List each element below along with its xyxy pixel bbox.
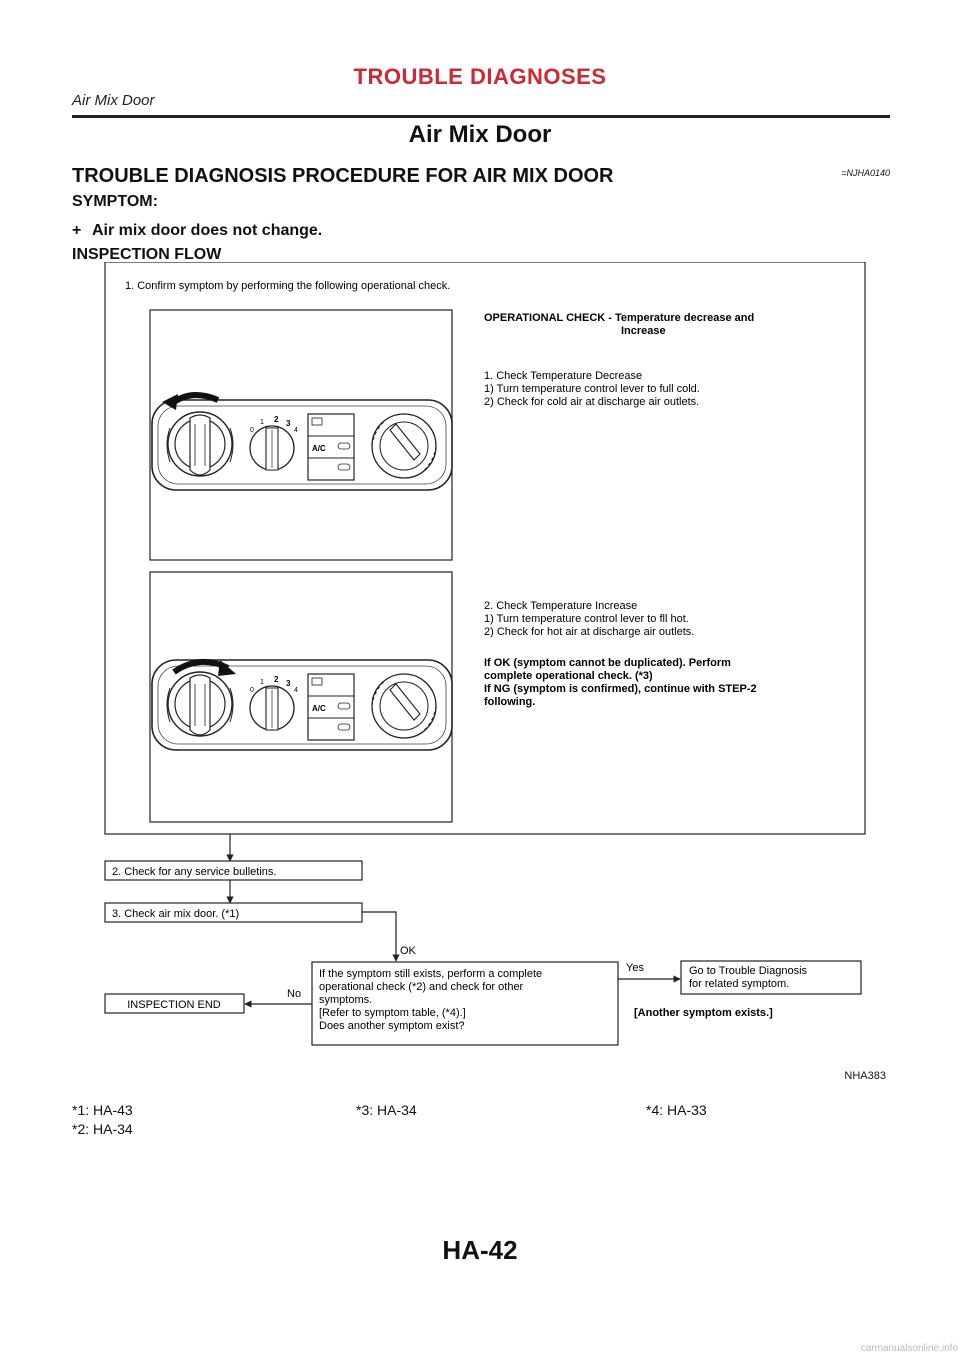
another-symptom-note: [Another symptom exists.] — [634, 1007, 773, 1019]
step3-text: 3. Check air mix door. (*1) — [112, 908, 240, 920]
fan-speed-1: 1 — [260, 419, 264, 426]
goto-line: Go to Trouble Diagnosis — [689, 965, 808, 977]
result-line: complete operational check. (*3) — [484, 670, 653, 682]
inspection-flow-diagram — [104, 262, 874, 1052]
op-check-title-2: Increase — [621, 325, 666, 337]
question-line: Does another symptom exist? — [319, 1020, 465, 1032]
result-line: following. — [484, 696, 536, 708]
control-panel-hot — [152, 660, 452, 750]
reference-1: *1: HA-43 — [72, 1102, 133, 1118]
question-line: [Refer to symptom table, (*4).] — [319, 1007, 466, 1019]
question-line: symptoms. — [319, 994, 373, 1006]
ac-label: A/C — [312, 704, 326, 713]
question-line: operational check (*2) and check for other — [319, 981, 524, 993]
page-number: HA-42 — [442, 1235, 518, 1265]
section-code: =NJHA0140 — [841, 168, 890, 178]
ac-label: A/C — [312, 444, 326, 453]
step1-text: 1. Confirm symptom by performing the following operational check. — [125, 280, 451, 292]
ok-connector — [362, 912, 396, 961]
reference-4: *4: HA-33 — [646, 1102, 707, 1118]
increase-line: 2. Check Temperature Increase — [484, 600, 638, 612]
step2-text: 2. Check for any service bulletins. — [112, 866, 277, 878]
fan-speed-1: 1 — [260, 679, 264, 686]
question-line: If the symptom still exists, perform a complete — [319, 968, 543, 980]
yes-label: Yes — [626, 962, 644, 974]
goto-line: for related symptom. — [689, 978, 790, 990]
fan-speed-4: 4 — [294, 427, 298, 434]
section-title: TROUBLE DIAGNOSIS PROCEDURE FOR AIR MIX DOOR — [72, 165, 614, 187]
watermark: carmanualsonline.info — [860, 1343, 958, 1354]
decrease-line: 2) Check for cold air at discharge air outlets. — [484, 396, 700, 408]
header-divider — [72, 115, 890, 118]
control-panel-cold — [152, 400, 452, 490]
bullet-icon: + — [72, 222, 82, 239]
result-line: If NG (symptom is confirmed), continue with STEP-2 — [484, 683, 757, 695]
end-box-text: INSPECTION END — [127, 999, 221, 1011]
symptom-heading: SYMPTOM: — [72, 193, 158, 210]
reference-2: *2: HA-34 — [72, 1121, 133, 1137]
symptom-item — [72, 222, 322, 240]
fan-speed-0: 0 — [250, 427, 254, 434]
header-subsection: Air Mix Door — [72, 92, 155, 109]
page-title: Air Mix Door — [408, 121, 552, 148]
increase-line: 1) Turn temperature control lever to fll hot. — [484, 613, 689, 625]
fan-speed-0: 0 — [250, 687, 254, 694]
ok-label: OK — [400, 945, 416, 957]
result-line: If OK (symptom cannot be duplicated). Perform — [484, 657, 731, 669]
increase-line: 2) Check for hot air at discharge air outlets. — [484, 626, 695, 638]
symptom-text: Air mix door does not change. — [92, 222, 323, 239]
fan-speed-4: 4 — [294, 687, 298, 694]
fan-speed-3: 3 — [286, 679, 291, 688]
fan-speed-3: 3 — [286, 419, 291, 428]
op-check-title-1: OPERATIONAL CHECK - Temperature decrease and — [484, 312, 755, 324]
no-label: No — [287, 988, 302, 1000]
decrease-line: 1) Turn temperature control lever to full cold. — [484, 383, 700, 395]
decrease-line: 1. Check Temperature Decrease — [484, 370, 643, 382]
fan-speed-2: 2 — [274, 675, 279, 684]
reference-3: *3: HA-34 — [356, 1102, 417, 1118]
fan-speed-2: 2 — [274, 415, 279, 424]
inspection-heading: INSPECTION FLOW — [72, 246, 222, 263]
figure-code: NHA383 — [844, 1070, 886, 1082]
header-section-title: TROUBLE DIAGNOSES — [353, 64, 607, 89]
